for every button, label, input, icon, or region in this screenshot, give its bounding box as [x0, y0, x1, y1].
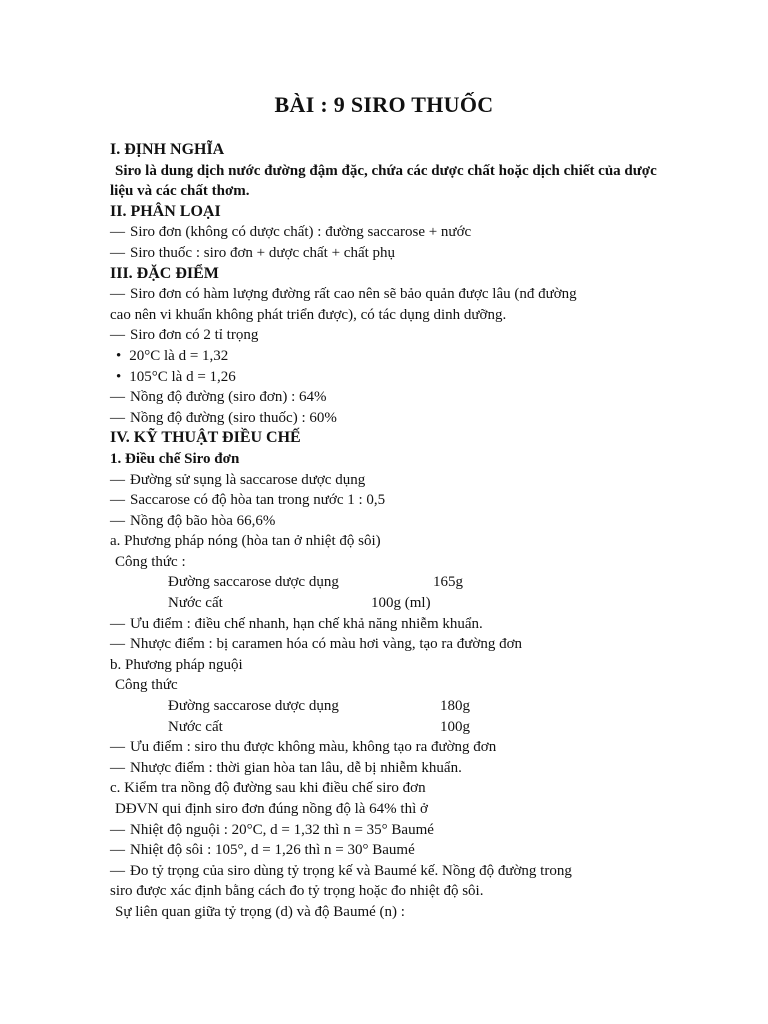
section-heading-technique: IV. KỸ THUẬT ĐIỀU CHẾ: [110, 429, 301, 447]
relation-text: Sự liên quan giữa tỷ trọng (d) và độ Baumé (n) :: [115, 903, 405, 920]
temperature-line: — Nhiệt độ nguội : 20°C, d = 1,32 thì n = 35° Baumé: [110, 820, 670, 841]
method-title: a. Phương pháp nóng (hòa tan ở nhiệt độ sôi): [110, 533, 381, 550]
characteristic-line-cont: cao nên vi khuẩn không phát triển được), có tác dụng dinh dưỡng.: [110, 306, 507, 323]
subsection-heading: 1. Điều chế Siro đơn: [110, 450, 240, 467]
formula-ingredient: Đường saccarose dược dụng: [168, 698, 339, 715]
section-heading-definition: I. ĐỊNH NGHĨA: [110, 141, 225, 158]
disadvantage-line: — Nhược điểm : bị caramen hóa có màu hơi vàng, tạo ra đường đơn: [110, 634, 670, 655]
method-title: c. Kiểm tra nồng độ đường sau khi điều chế siro đơn: [110, 780, 426, 797]
formula-label: Công thức: [115, 677, 178, 694]
measurement-line-cont: siro được xác định bằng cách đo tỷ trọng hoặc đo nhiệt độ sôi.: [110, 883, 484, 900]
technique-line: — Nồng độ bão hòa 66,6%: [110, 511, 670, 532]
formula-amount: 180g: [440, 698, 470, 715]
document-title: BÀI : 9 SIRO THUỐC: [274, 92, 494, 117]
measurement-line: — Đo tỷ trọng của siro dùng tỷ trọng kế và Baumé kế. Nồng độ đường trong: [110, 861, 670, 882]
technique-line: — Đường sử sụng là saccarose dược dụng: [110, 470, 670, 491]
section-heading-characteristics: III. ĐẶC ĐIỂM: [110, 264, 219, 282]
formula-ingredient: Đường saccarose dược dụng: [168, 574, 339, 591]
section-heading-classification: II. PHÂN LOẠI: [110, 202, 221, 220]
formula-amount: 165g: [433, 574, 463, 591]
advantage-line: — Ưu điểm : điều chế nhanh, hạn chế khả năng nhiễm khuẩn.: [110, 614, 670, 635]
formula-row: [110, 572, 670, 593]
regulation-text: DĐVN qui định siro đơn đúng nồng độ là 64% thì ở: [115, 801, 428, 817]
classification-item: — Siro thuốc : siro đơn + dược chất + chất phụ: [110, 243, 670, 264]
disadvantage-line: — Nhược điểm : thời gian hòa tan lâu, dễ bị nhiễm khuẩn.: [110, 758, 670, 779]
characteristic-line: — Siro đơn có hàm lượng đường rất cao nên sẽ bảo quản được lâu (nđ đường: [110, 284, 670, 305]
definition-text: Siro là dung dịch nước đường đậm đặc, chứa các dược chất hoặc dịch chiết của dược liệu và các chất thơm.: [110, 162, 657, 200]
technique-line: — Saccarose có độ hòa tan trong nước 1 : 0,5: [110, 490, 670, 511]
characteristic-line: — Nồng độ đường (siro đơn) : 64%: [110, 387, 670, 408]
characteristic-line: — Siro đơn có 2 tỉ trọng: [110, 325, 670, 346]
classification-item: — Siro đơn (không có dược chất) : đường saccarose + nước: [110, 222, 670, 243]
formula-row: [110, 593, 670, 614]
formula-ingredient: Nước cất: [168, 595, 223, 612]
formula-amount: 100g: [440, 718, 470, 735]
formula-ingredient: Nước cất: [168, 718, 223, 735]
method-title: b. Phương pháp nguội: [110, 656, 243, 673]
density-bullet: • 20°C là d = 1,32: [110, 346, 670, 367]
formula-row: [110, 717, 670, 738]
characteristic-line: — Nồng độ đường (siro thuốc) : 60%: [110, 408, 670, 429]
density-bullet: • 105°C là d = 1,26: [110, 367, 670, 388]
formula-row: [110, 696, 670, 717]
advantage-line: — Ưu điểm : siro thu được không màu, không tạo ra đường đơn: [110, 737, 670, 758]
temperature-line: — Nhiệt độ sôi : 105°, d = 1,26 thì n = 30° Baumé: [110, 840, 670, 861]
formula-label: Công thức :: [115, 553, 186, 570]
document-body: [110, 140, 670, 923]
formula-amount: 100g (ml): [371, 595, 431, 612]
